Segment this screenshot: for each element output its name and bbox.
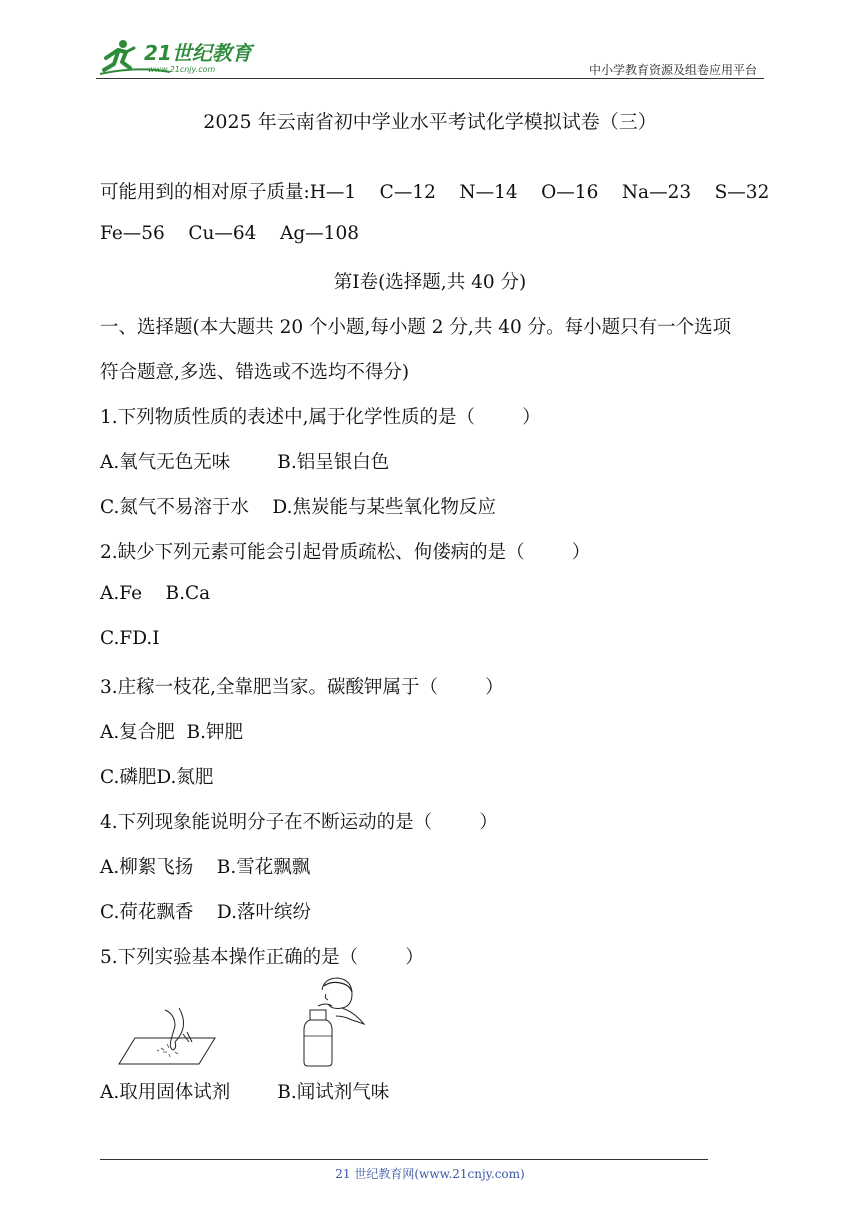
footer-divider (100, 1159, 708, 1160)
question-2-options-ab: A.Fe B.Ca (100, 583, 211, 604)
question-2-options-cd: C.FD.I (100, 628, 160, 649)
logo-text: 21世纪教育 (144, 41, 252, 65)
header-platform-text: 中小学教育资源及组卷应用平台 (588, 63, 757, 77)
question-5: 5.下列实验基本操作正确的是（ ） (100, 947, 424, 968)
question-1-options-ab: A.氧气无色无味 B.铝呈银白色 (100, 452, 390, 473)
question-2: 2.缺少下列元素可能会引起骨质疏松、佝偻病的是（ ） (100, 542, 591, 563)
figure-smell-reagent (298, 976, 368, 1068)
atomic-mass-line-2: Fe—56 Cu—64 Ag—108 (100, 223, 359, 244)
question-5-options-ab: A.取用固体试剂 B.闻试剂气味 (100, 1082, 390, 1103)
question-3-options-ab: A.复合肥 B.钾肥 (100, 722, 243, 743)
header-divider (96, 78, 764, 79)
atomic-mass-line-1: 可能用到的相对原子质量:H—1 C—12 N—14 O—16 Na—23 S—32 (100, 182, 770, 203)
logo-url: www.21cnjy.com (148, 65, 216, 74)
question-4: 4.下列现象能说明分子在不断运动的是（ ） (100, 812, 498, 833)
figure-take-solid-reagent (117, 1004, 217, 1066)
question-3-options-cd: C.磷肥D.氮肥 (100, 767, 214, 788)
question-4-options-ab: A.柳絮飞扬 B.雪花飘飘 (100, 857, 311, 878)
footer-site-text: 21 世纪教育网(www.21cnjy.com) (335, 1167, 525, 1181)
page-title: 2025 年云南省初中学业水平考试化学模拟试卷（三） (203, 111, 657, 133)
question-1: 1.下列物质性质的表述中,属于化学性质的是（ ） (100, 407, 541, 428)
question-1-options-cd: C.氮气不易溶于水 D.焦炭能与某些氧化物反应 (100, 497, 496, 518)
question-4-options-cd: C.荷花飘香 D.落叶缤纷 (100, 902, 311, 923)
instructions-line-2: 符合题意,多选、错选或不选均不得分) (100, 362, 410, 383)
instructions-line-1: 一、选择题(本大题共 20 个小题,每小题 2 分,共 40 分。每小题只有一个选项 (100, 317, 732, 338)
question-3: 3.庄稼一枝花,全靠肥当家。碳酸钾属于（ ） (100, 677, 504, 698)
site-logo (96, 36, 266, 78)
section-title: 第Ⅰ卷(选择题,共 40 分) (333, 272, 527, 293)
